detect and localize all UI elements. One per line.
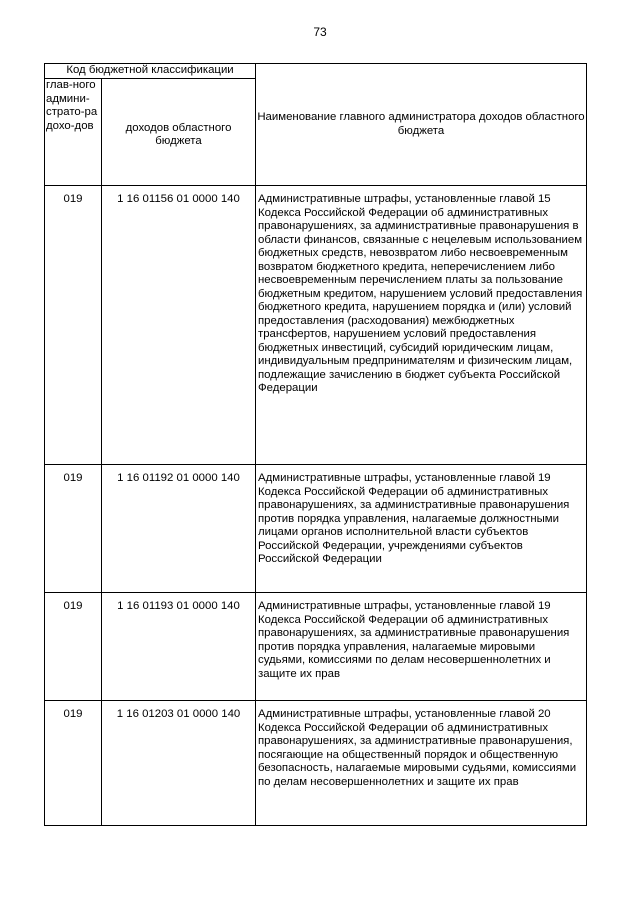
header-budget-classification-code: Код бюджетной классификации bbox=[45, 64, 256, 79]
kbk-code-cell: 1 16 01203 01 0000 140 bbox=[102, 701, 256, 826]
income-name-cell: Административные штрафы, установленные главой 19 Кодекса Российской Федерации об административных правонарушениях, за административные правонарушения против порядка управления, налагаемые мировыми судьями, комиссиями по делам несовершеннолетних и защите их прав bbox=[256, 593, 587, 701]
table-row bbox=[45, 701, 587, 826]
header-regional-budget-income: доходов областного бюджета bbox=[102, 79, 256, 186]
budget-classification-table bbox=[44, 63, 587, 826]
income-name-cell: Административные штрафы, установленные главой 15 Кодекса Российской Федерации об административных правонарушениях, за административные правонарушения в области финансов, связанные с нецелевым использованием бюджетных средств, невозвратом либо несвоевременным возвратом бюджетного кредита, неперечислением либо несвоевременным перечислением платы за пользование бюджетным кредитом, нарушением условий предоставления бюджетного кредита, нарушением порядка и (или) условий предоставления (расходования) межбюджетных трансфертов, нарушением условий предоставления бюджетных инвестиций, субсидий юридическим лицам, индивидуальным предпринимателям и физическим лицам, подлежащие зачислению в бюджет субъекта Российской Федерации bbox=[256, 186, 587, 465]
admin-code-cell: 019 bbox=[45, 465, 102, 593]
table-row bbox=[45, 593, 587, 701]
admin-code-cell: 019 bbox=[45, 593, 102, 701]
header-administrator-name: Наименование главного администратора доходов областного бюджета bbox=[256, 64, 587, 186]
header-row-group bbox=[45, 64, 587, 79]
admin-code-cell: 019 bbox=[45, 701, 102, 826]
page-number: 73 bbox=[313, 25, 327, 39]
header-main-administrator: глав-ного админи-страто-ра дохо-дов bbox=[45, 79, 102, 186]
table-row bbox=[45, 186, 587, 465]
kbk-code-cell: 1 16 01193 01 0000 140 bbox=[102, 593, 256, 701]
admin-code-cell: 019 bbox=[45, 186, 102, 465]
table-row bbox=[45, 465, 587, 593]
kbk-code-cell: 1 16 01156 01 0000 140 bbox=[102, 186, 256, 465]
income-name-cell: Административные штрафы, установленные главой 20 Кодекса Российской Федерации об административных правонарушениях, за административные правонарушения, посягающие на общественный порядок и общественную безопасность, налагаемые мировыми судьями, комиссиями по делам несовершеннолетних и защите их прав bbox=[256, 701, 587, 826]
income-name-cell: Административные штрафы, установленные главой 19 Кодекса Российской Федерации об административных правонарушениях, за административные правонарушения против порядка управления, налагаемые должностными лицами органов исполнительной власти субъектов Российской Федерации, учреждениями субъектов Российской Федерации bbox=[256, 465, 587, 593]
kbk-code-cell: 1 16 01192 01 0000 140 bbox=[102, 465, 256, 593]
